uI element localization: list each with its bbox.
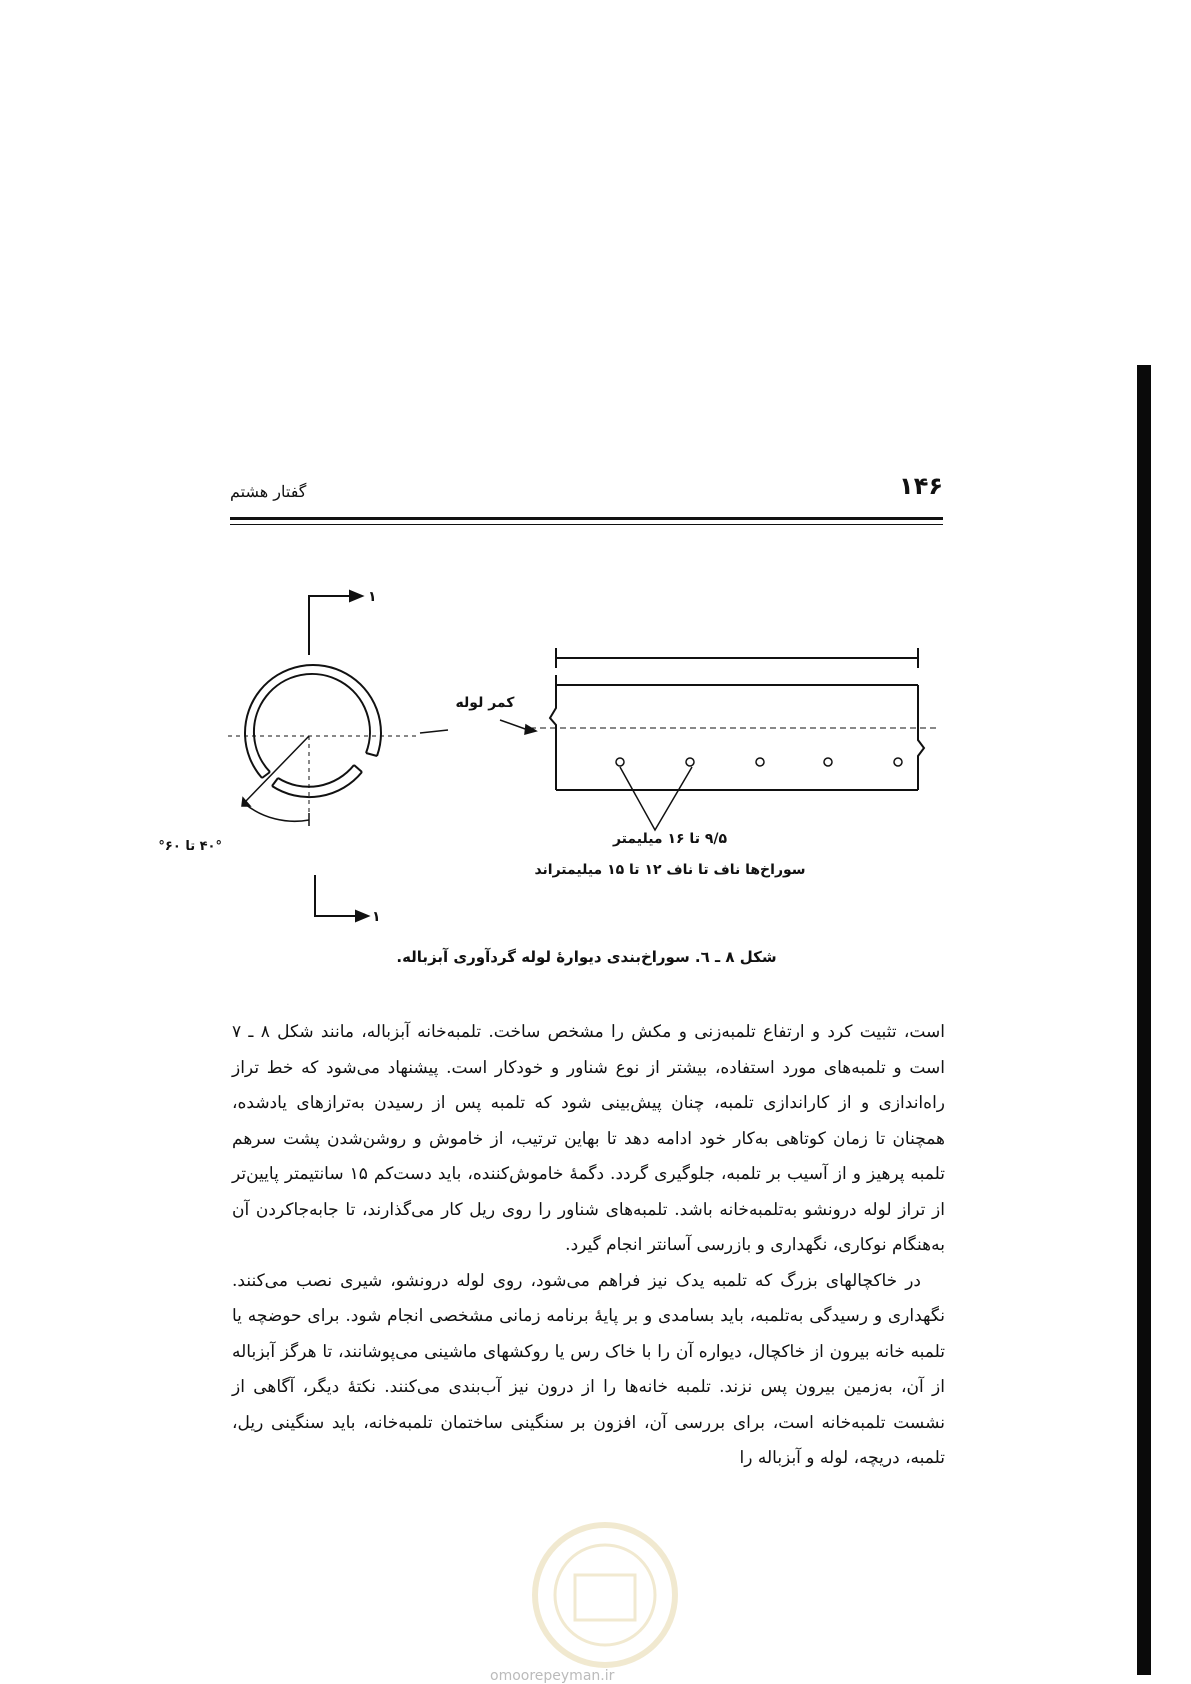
- hole: [756, 758, 764, 766]
- paragraph: در خاکچالهای بزرگ که تلمبه یدک نیز فراهم می‌شود، روی لوله درونشو، شیری نصب می‌کنند. نگهداری و رسیدگی به‌تلمبه، باید بسامدی و بر پایهٔ برنامه زمانی مشخصی انجام شود. برای حوضچه یا تلمبه خانه بیرون از خاکچال، دیواره آن را با خاک رس یا روکشهای ماشینی می‌پوشانند، تا هرگز آبزباله از آن، به‌زمین بیرون پس نزند. تلمبه خانه‌ها را از درون نیز آب‌بندی می‌کنند. نکتهٔ دیگر، آگاهی از نشست تلمبه‌خانه است، برای بررسی آن، افزون بر سنگینی ساختمان تلمبه‌خانه، باید سنگینی ریل، تلمبه، دریچه، لوله و آبزباله را: [232, 1270, 945, 1468]
- hole: [686, 758, 694, 766]
- hole-size-label: ۹/۵ تا ۱۶ میلیمتر: [612, 831, 728, 847]
- page-header: [230, 470, 943, 530]
- section-label-top: ۱: [368, 589, 377, 605]
- section-arrow-top: [309, 596, 350, 655]
- hole: [824, 758, 832, 766]
- paragraph: است، تثبیت کرد و ارتفاع تلمبه‌زنی و مکش را مشخص ساخت. تلمبه‌خانه آبزباله، مانند شکل ۸ ـ ۷ است و تلمبه‌های مورد استفاده، بیشتر از نوع شناور و خودکار است. پیشنهاد می‌شود که خط تراز راه‌اندازی و از کاراندازی تلمبه، چنان پیش‌بینی شود که تلمبه پس از رسیدن به‌ترازهای یادشده، همچنان تا زمان کوتاهی به‌کار خود ادامه دهد تا بهاین ترتیب، از خاموش و روشن‌شدن پشت سرهم تلمبه پرهیز و از آسیب بر تلمبه، جلوگیری گردد. دگمهٔ خاموش‌کننده، باید دست‌کم ۱۵ سانتیمتر پایین‌تر از تراز لوله درونشو به‌تلمبه‌خانه باشد. تلمبه‌های شناور را روی ریل کار می‌گذارند، تا جابه‌جاکردن آن به‌هنگام نوکاری، نگهداری و بازرسی آسانتر انجام گیرد.: [232, 1022, 945, 1255]
- watermark-site: omoorepeyman.ir: [490, 1668, 615, 1684]
- header-rule-thin: [230, 524, 943, 525]
- section-arrow-bottom: [315, 875, 356, 916]
- hole: [616, 758, 624, 766]
- pipe-label-leader: [420, 730, 448, 733]
- chapter-title: گفتار هشتم: [230, 482, 307, 501]
- section-label-bottom: ۱: [372, 909, 381, 925]
- hole-callout: [620, 767, 692, 830]
- pipe-perforation-figure: [0, 560, 1191, 940]
- pipe-section-lower-arc: [272, 772, 362, 797]
- pipe-section-upper-arc: [245, 665, 381, 778]
- hole: [894, 758, 902, 766]
- figure-caption: شکل ۸ ـ ٦. سوراخ‌بندی دیوارهٔ لوله گردآوری آبزباله.: [396, 948, 777, 966]
- watermark-logo: [495, 1520, 715, 1670]
- pipe-label: کمر لوله: [455, 695, 515, 711]
- angle-label: ۴۰° تا ۶۰°: [158, 839, 222, 854]
- page-number: ۱۴۶: [899, 472, 943, 500]
- header-rule-thick: [230, 517, 943, 520]
- hole-spacing-label: سوراخ‌ها ناف تا ناف ۱۲ تا ۱۵ میلیمتراند: [534, 862, 806, 878]
- body-text: [232, 1015, 945, 1477]
